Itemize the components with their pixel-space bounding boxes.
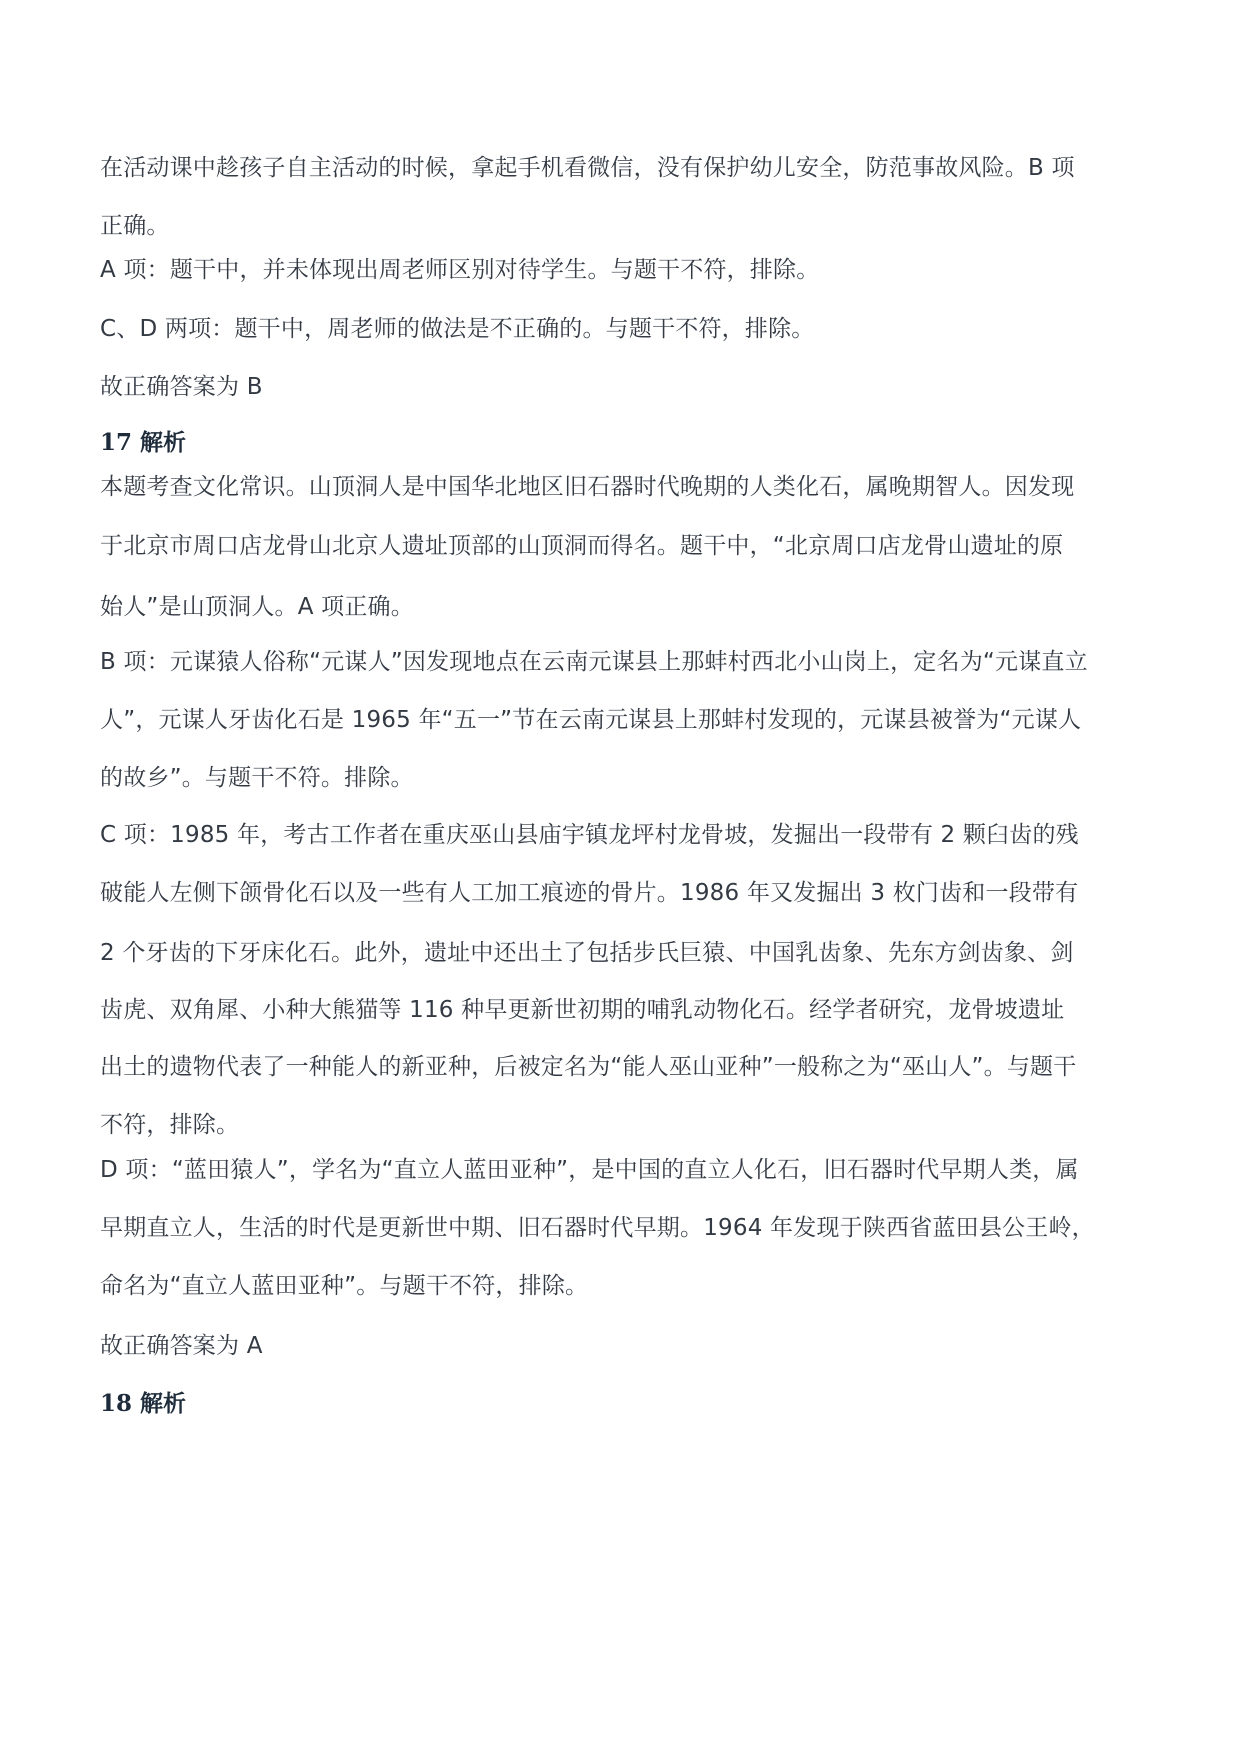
- paragraph-line: 破能人左侧下颌骨化石以及一些有人工加工痕迹的骨片。1986 年又发掘出 3 枚门齿和一段带有: [100, 880, 1079, 906]
- paragraph-line: 2 个牙齿的下牙床化石。此外，遗址中还出土了包括步氏巨猿、中国乳齿象、先东方剑齿象、剑: [100, 940, 1074, 966]
- paragraph-line: 故正确答案为 B: [100, 374, 263, 400]
- paragraph-line: 命名为“直立人蓝田亚种”。与题干不符，排除。: [100, 1273, 589, 1299]
- paragraph-line: 早期直立人，生活的时代是更新世中期、旧石器时代早期。1964 年发现于陕西省蓝田县公王岭，: [100, 1215, 1095, 1241]
- paragraph-line: C 项：1985 年，考古工作者在重庆巫山县庙宇镇龙坪村龙骨坡，发掘出一段带有 2 颗臼齿的残: [100, 822, 1079, 848]
- section-heading-17: 17 解析: [100, 429, 187, 456]
- paragraph-line: D 项：“蓝田猿人”，学名为“直立人蓝田亚种”，是中国的直立人化石，旧石器时代早期人类，属: [100, 1157, 1079, 1183]
- paragraph-line: A 项：题干中，并未体现出周老师区别对待学生。与题干不符，排除。: [100, 257, 820, 283]
- paragraph-line: 始人”是山顶洞人。A 项正确。: [100, 594, 414, 620]
- paragraph-line: 不符，排除。: [100, 1112, 240, 1138]
- paragraph-line: 人”，元谋人牙齿化石是 1965 年“五一”节在云南元谋县上那蚌村发现的，元谋县被誉为“元谋人: [100, 707, 1082, 733]
- section-heading-18: 18 解析: [100, 1390, 187, 1417]
- paragraph-line: 的故乡”。与题干不符。排除。: [100, 765, 414, 791]
- paragraph-line: 故正确答案为 A: [100, 1333, 263, 1359]
- paragraph-line: 于北京市周口店龙骨山北京人遗址顶部的山顶洞而得名。题干中，“北京周口店龙骨山遗址的原: [100, 533, 1064, 559]
- paragraph-line: 齿虎、双角犀、小种大熊猫等 116 种早更新世初期的哺乳动物化石。经学者研究，龙骨坡遗址: [100, 997, 1065, 1023]
- paragraph-line: 正确。: [100, 213, 170, 239]
- paragraph-line: B 项：元谋猿人俗称“元谋人”因发现地点在云南元谋县上那蚌村西北小山岗上，定名为“元谋直立: [100, 649, 1088, 675]
- paragraph-line: 在活动课中趁孩子自主活动的时候，拿起手机看微信，没有保护幼儿安全，防范事故风险。B 项: [100, 155, 1075, 181]
- paragraph-line: 出土的遗物代表了一种能人的新亚种，后被定名为“能人巫山亚种”一般称之为“巫山人”。与题干: [100, 1054, 1077, 1080]
- paragraph-line: 本题考查文化常识。山顶洞人是中国华北地区旧石器时代晚期的人类化石，属晚期智人。因发现: [100, 474, 1075, 500]
- paragraph-line: C、D 两项：题干中，周老师的做法是不正确的。与题干不符，排除。: [100, 316, 815, 342]
